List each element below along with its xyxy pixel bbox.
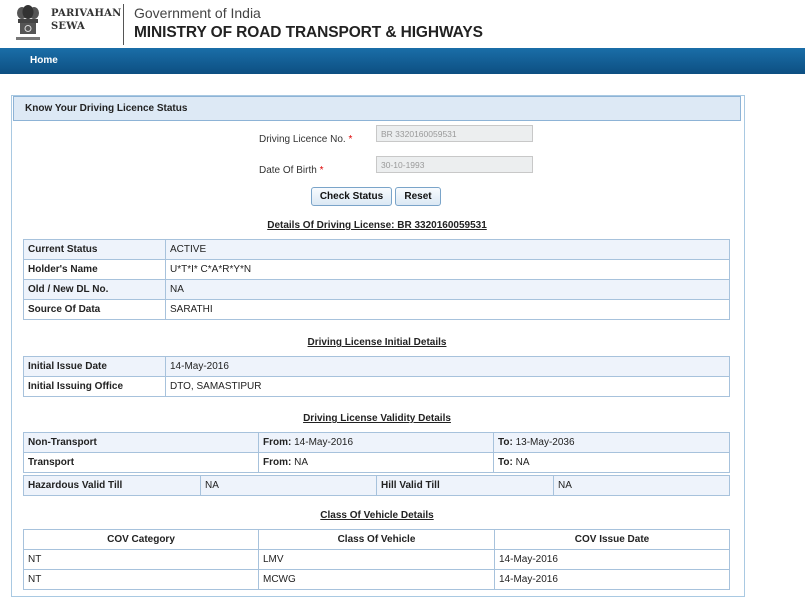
table-row [24,240,730,260]
table-row [24,377,730,397]
from-value: NA [294,457,309,468]
to-value: NA [515,457,530,468]
gov-text: Government of India [134,5,261,21]
to-label: To: [498,457,513,468]
validity-table [23,432,730,473]
cov-section-title: Class Of Vehicle Details [320,510,434,521]
hazard-key: Hazardous Valid Till [24,476,201,496]
to-label: To: [498,437,513,448]
cov-cell: LMV [259,550,495,570]
detail-key: Current Status [24,240,166,260]
panel-title: Know Your Driving Licence Status [25,103,188,114]
to-value: 13-May-2036 [515,437,575,448]
validity-from [259,453,494,473]
details-table [23,239,730,320]
details-section-title: Details Of Driving License: BR 3320160059531 [267,220,487,231]
cov-cell: NT [24,550,259,570]
hill-key: Hill Valid Till [377,476,554,496]
detail-key: Holder's Name [24,260,166,280]
cov-header: COV Category [24,530,259,550]
brand-line-2: SEWA [51,21,85,32]
table-row [24,357,730,377]
reset-button[interactable]: Reset [395,187,441,206]
table-row [24,476,730,496]
detail-key: Old / New DL No. [24,280,166,300]
table-row [24,433,730,453]
required-mark: * [319,165,324,176]
nav-bar [0,48,805,74]
dl-number-label [259,134,352,145]
validity-to [494,433,730,453]
nav-home-link[interactable]: Home [30,55,58,66]
cov-cell: 14-May-2016 [495,550,730,570]
validity-key: Transport [24,453,259,473]
hazard-hill-table [23,475,730,496]
cov-cell: MCWG [259,570,495,590]
cov-header-row [24,530,730,550]
table-row [24,300,730,320]
check-status-button[interactable]: Check Status [311,187,392,206]
detail-value: U*T*I* C*A*R*Y*N [166,260,730,280]
detail-value: ACTIVE [166,240,730,260]
initial-key: Initial Issuing Office [24,377,166,397]
from-value: 14-May-2016 [294,437,354,448]
validity-from [259,433,494,453]
cov-cell: NT [24,570,259,590]
cov-header: COV Issue Date [495,530,730,550]
ministry-title: MINISTRY OF ROAD TRANSPORT & HIGHWAYS [134,24,483,41]
validity-to [494,453,730,473]
dob-label [259,165,324,176]
cov-cell: 14-May-2016 [495,570,730,590]
dob-input[interactable] [376,156,533,173]
detail-value: SARATHI [166,300,730,320]
detail-value: NA [166,280,730,300]
validity-key: Non-Transport [24,433,259,453]
initial-section-title: Driving License Initial Details [307,337,447,348]
national-emblem-icon [12,4,44,44]
table-row [24,280,730,300]
cov-header: Class Of Vehicle [259,530,495,550]
header-divider [123,4,124,45]
table-row [24,260,730,280]
cov-table [23,529,730,590]
detail-key: Source Of Data [24,300,166,320]
from-label: From: [263,457,292,468]
dob-label-text: Date Of Birth [259,165,317,176]
table-row [24,453,730,473]
hill-value: NA [554,476,730,496]
initial-table [23,356,730,397]
initial-key: Initial Issue Date [24,357,166,377]
site-header [0,0,805,48]
brand-line-1: PARIVAHAN [51,8,122,19]
table-row [24,570,730,590]
dl-number-label-text: Driving Licence No. [259,134,346,145]
initial-value: DTO, SAMASTIPUR [166,377,730,397]
panel-header [13,96,741,121]
initial-value: 14-May-2016 [166,357,730,377]
from-label: From: [263,437,292,448]
table-row [24,550,730,570]
dl-number-input[interactable] [376,125,533,142]
hazard-value: NA [201,476,377,496]
required-mark: * [348,134,353,145]
validity-section-title: Driving License Validity Details [303,413,451,424]
